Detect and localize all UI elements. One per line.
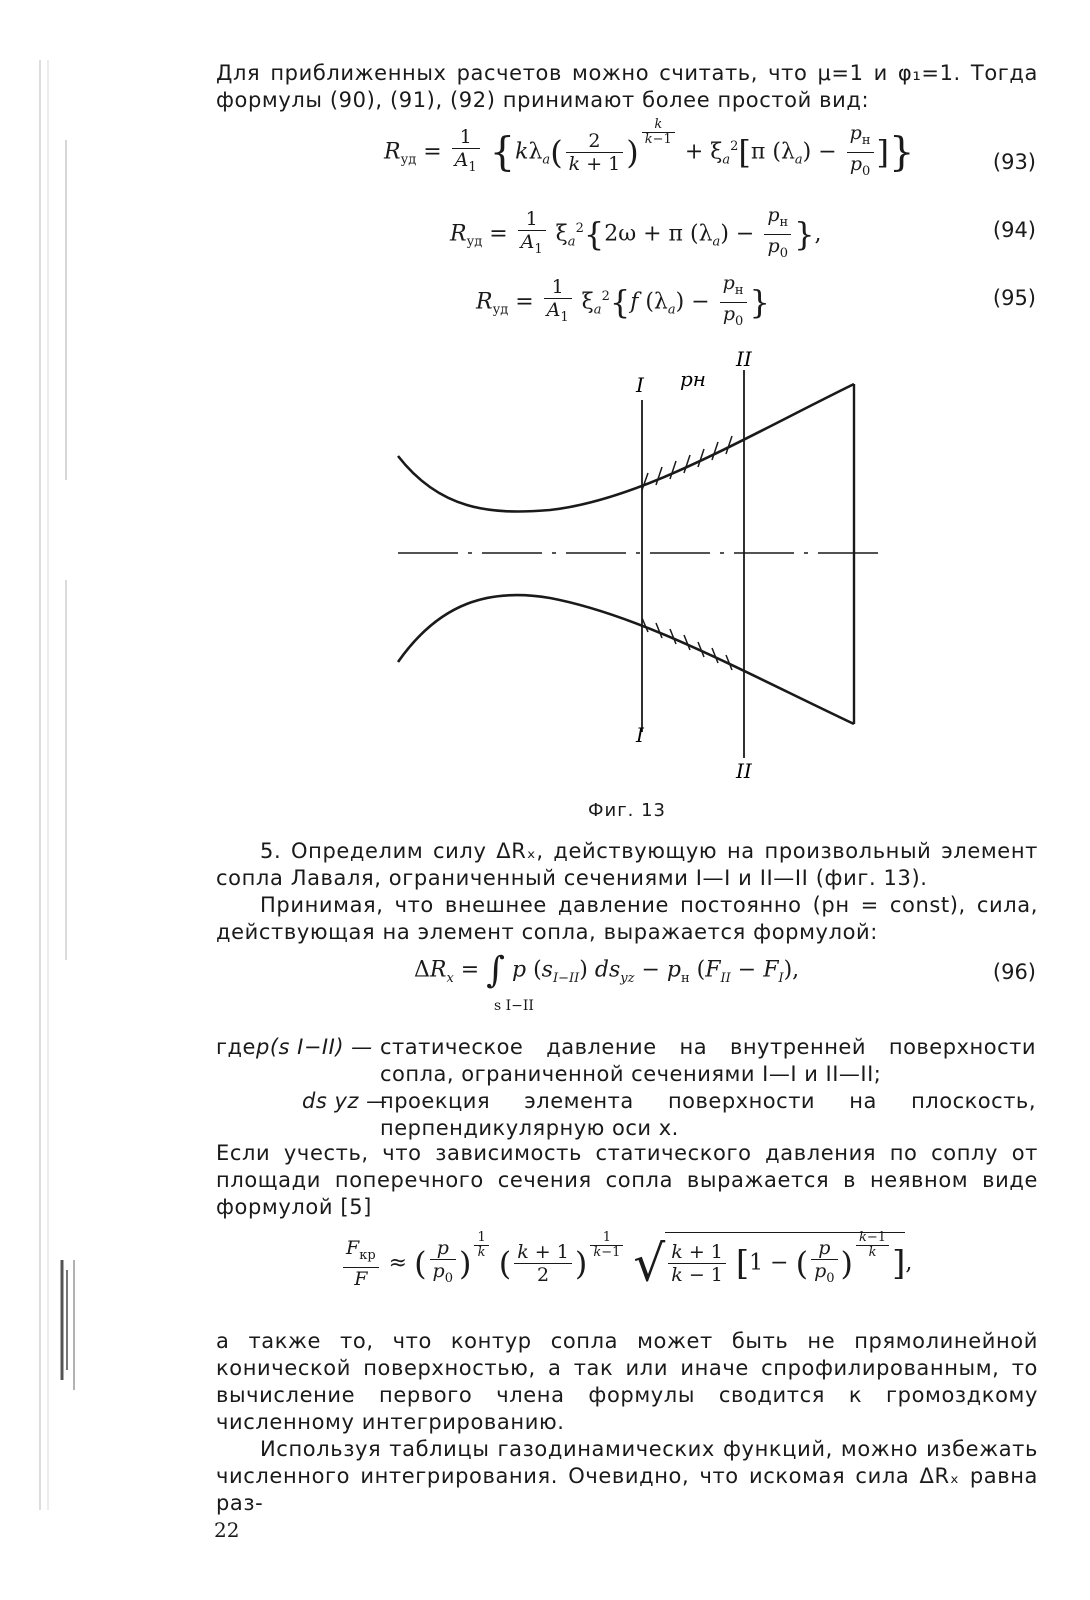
where-label: где bbox=[216, 1035, 256, 1059]
equation-96: $\Delta R_x$ = ∫ p $(s_{I-II}) ds_{yz} - p_н$ $(F_{II} - F_I)$, bbox=[414, 950, 800, 991]
pressure-label: pн bbox=[680, 367, 706, 391]
def2-term: ds yz — bbox=[302, 1089, 388, 1113]
paragraph-6: Принимая, что внешнее давление постоянно (pн = const), сила, действующая на элемент сопла, выражается формулой: bbox=[216, 893, 1038, 944]
section1-bottom-label: I bbox=[636, 723, 644, 747]
section2-top-label: II bbox=[736, 347, 752, 371]
section1-top-label: I bbox=[636, 373, 644, 397]
scan-margin-artifact bbox=[36, 60, 80, 1510]
def1-text: статическое давление на внутренней поверхности сопла, ограниченной сечениями I—I и II—II; bbox=[380, 1035, 1036, 1086]
eq93-number: (93) bbox=[992, 150, 1036, 174]
equation-93: $R_{уд}$ = $\frac{1}{A_1}$ {$k\lambda_a$( $\frac{2}{k + 1}$ ) $^{\frac{k}{k-1}}$ + $\xi_a^2[\pi$ $(\lambda_a)$ − $\frac{p_н}{p_0}$ ]} bbox=[384, 116, 915, 179]
eq96-limit: s I−II bbox=[494, 998, 534, 1014]
paragraph-7: Если учесть, что зависимость статического давления по соплу от площади поперечного сечения сопла выражается в неявном виде формулой [5] bbox=[216, 1141, 1038, 1219]
nozzle-figure bbox=[380, 340, 900, 790]
area-formula: $\frac{F_{кр}}{F}$ ≈ ( $\frac{p}{p_0}$ ) $^{\frac{1}{k}}$ ( $\frac{k + 1}{2}$ ) $^{\frac{1}{k-1}}$ √ $\frac{k + 1}{k - 1}$ [1 − ( $\frac{p}{p_0}$ ) $^{\frac{k-1}{k}}$ ], bbox=[340, 1232, 912, 1292]
def1-term: p(s I−II) — bbox=[256, 1035, 373, 1059]
figure-caption: Фиг. 13 bbox=[588, 800, 666, 821]
eq94-number: (94) bbox=[992, 218, 1036, 242]
intro-paragraph: Для приближенных расчетов можно считать, что μ=1 и φ₁=1. Тогда формулы (90), (91), (92) принимают более простой вид: bbox=[216, 61, 1038, 112]
pressure-arrows-lower bbox=[642, 618, 732, 670]
equation-95: $R_{уд}$ = $\frac{1}{A_1}$ $\xi_a^2\{f$ $(\lambda_a)$ − $\frac{p_н}{p_0}$ } bbox=[476, 272, 770, 329]
eq95-number: (95) bbox=[992, 286, 1036, 310]
equation-94: $R_{уд}$ = $\frac{1}{A_1}$ $\xi_a^2\{2\omega + \pi$ $(\lambda_a)$ − $\frac{p_н}{p_0}$ }, bbox=[450, 204, 822, 261]
paragraph-9: Используя таблицы газодинамических функций, можно избежать численного интегрирования. Очевидно, что искомая сила ΔRₓ равна раз- bbox=[216, 1437, 1038, 1515]
section2-bottom-label: II bbox=[736, 759, 752, 783]
paragraph-5: 5. Определим силу ΔRₓ, действующую на произвольный элемент сопла Лаваля, ограниченный сечениями I—I и II—II (фиг. 13). bbox=[216, 839, 1038, 890]
def2-text: проекция элемента поверхности на плоскость, перпендикулярную оси x. bbox=[380, 1089, 1036, 1140]
paragraph-8: а также то, что контур сопла может быть не прямолинейной конической поверхностью, а так или иначе спрофилированным, то вычисление первого члена формулы сводится к громоздкому численному интегрированию. bbox=[216, 1329, 1038, 1434]
eq96-number: (96) bbox=[992, 960, 1036, 984]
page-number: 22 bbox=[214, 1518, 240, 1542]
